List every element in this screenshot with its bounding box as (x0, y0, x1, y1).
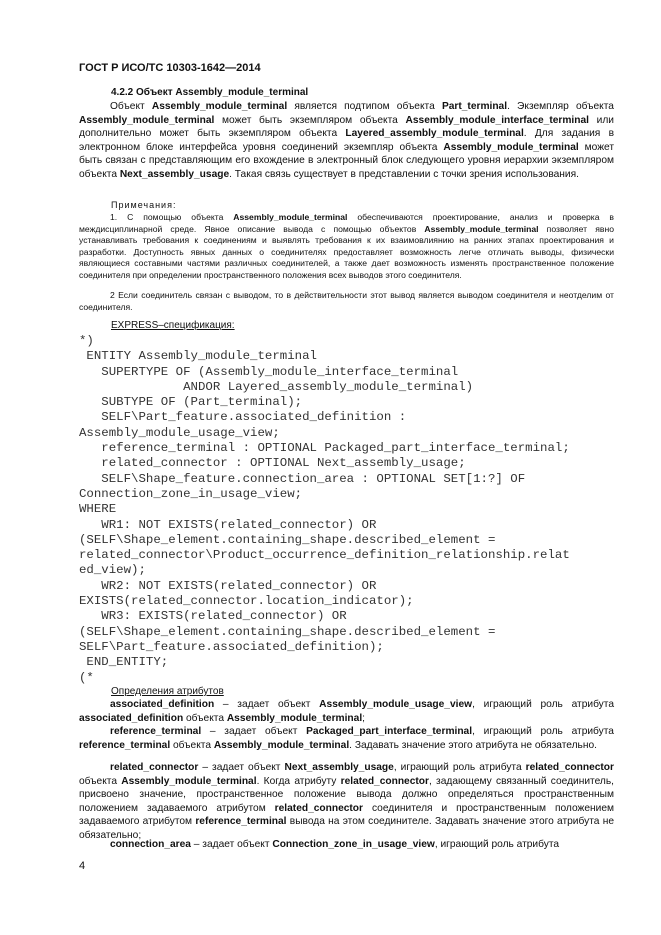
notes-heading: Примечания: (111, 200, 177, 210)
note-1: 1. С помощью объекта Assembly_module_terminal обеспечиваются проектирование, анализ и проверка в междисциплинарной среде. Явное описание вывода с помощью объектов Assembly_module_terminal позволяет явно устанавливать требования к соединениям и выявлять требования к их взаимовлиянию на ранних этапах проектирования и разработки. Доступность явных данных о соединителях предоставляет возможность легче отличать выводы, физически являющиеся составными частями различных соединителей, а также дает возможность изменять пространственное положение соединителя при определении пространственного положения всех выводов этого соединителя. (79, 212, 614, 280)
express-code-block: *) ENTITY Assembly_module_terminal SUPERTYPE OF (Assembly_module_interface_terminal ANDOR Layered_assembly_module_terminal) SUBTYPE OF (Part_terminal); SELF\Part_feature.associated_definition : Assembly_module_usage_view; reference_terminal : OPTIONAL Packaged_part_interface_terminal; related_connector : OPTIONAL Next_assembly_usage; SELF\Shape_feature.connection_area : OPTIONAL SET[1:?] OF Connection_zone_in_usage_view; WHERE WR1: NOT EXISTS(related_connector) OR (SELF\Shape_element.containing_shape.described_element = related_connector\Product_occurrence_definition_relationship.relat ed_view); WR2: NOT EXISTS(related_connector) OR EXISTS(related_connector.location_indicator); WR3: EXISTS(related_connector) OR (SELF\Shape_element.containing_shape.described_element = SELF\Part_feature.associated_definition); END_ENTITY; (* (79, 334, 570, 685)
express-heading: EXPRESS–спецификация: (111, 320, 235, 331)
definition-related-connector: related_connector – задает объект Next_assembly_usage, играющий роль атрибута related_connector объекта Assembly_module_terminal. Когда атрибуту related_connector, задающему связанный соединитель, присвоено значение, пространственное положение вывода должно определяться пространственным положением задаваемого атрибутом related_connector соединителя и пространственным положением задаваемого атрибутом reference_terminal вывода на этом соединителе. Задавать значение этого атрибута не обязательно; (79, 762, 614, 841)
page-number: 4 (79, 860, 86, 872)
intro-paragraph: Объект Assembly_module_terminal является подтипом объекта Part_terminal. Экземпляр объекта Assembly_module_terminal может быть экземпляром объекта Assembly_module_interface_terminal или дополнительно может быть экземпляром объекта Layered_assembly_module_terminal. Для задания в электронном блоке интерфейса уровня соединений экземпляр объекта Assembly_module_terminal может быть связан с представляющим его вхождение в электронный блок следующего уровня иерархии экземпляром объекта Next_assembly_usage. Такая связь существует в представлении с точки зрения использования. (79, 101, 615, 180)
section-title: 4.2.2 Объект Assembly_module_terminal (111, 87, 309, 98)
note-2: 2 Если соединитель связан с выводом, то в действительности этот вывод является выводом соединителя и неотделим от соединителя. (79, 290, 614, 312)
definition-reference-terminal: reference_terminal – задает объект Packaged_part_interface_terminal, играющий роль атрибута reference_terminal объекта Assembly_module_terminal. Задавать значение этого атрибута не обязательно. (79, 726, 614, 751)
definition-associated-definition: associated_definition – задает объект Assembly_module_usage_view, играющий роль атрибута associated_definition объекта Assembly_module_terminal; (79, 699, 614, 724)
definition-connection-area: connection_area – задает объект Connection_zone_in_usage_view, играющий роль атрибута (110, 839, 560, 850)
attribute-definitions-heading: Определения атрибутов (111, 686, 224, 697)
document-header: ГОСТ Р ИСО/ТС 10303-1642—2014 (79, 62, 261, 74)
